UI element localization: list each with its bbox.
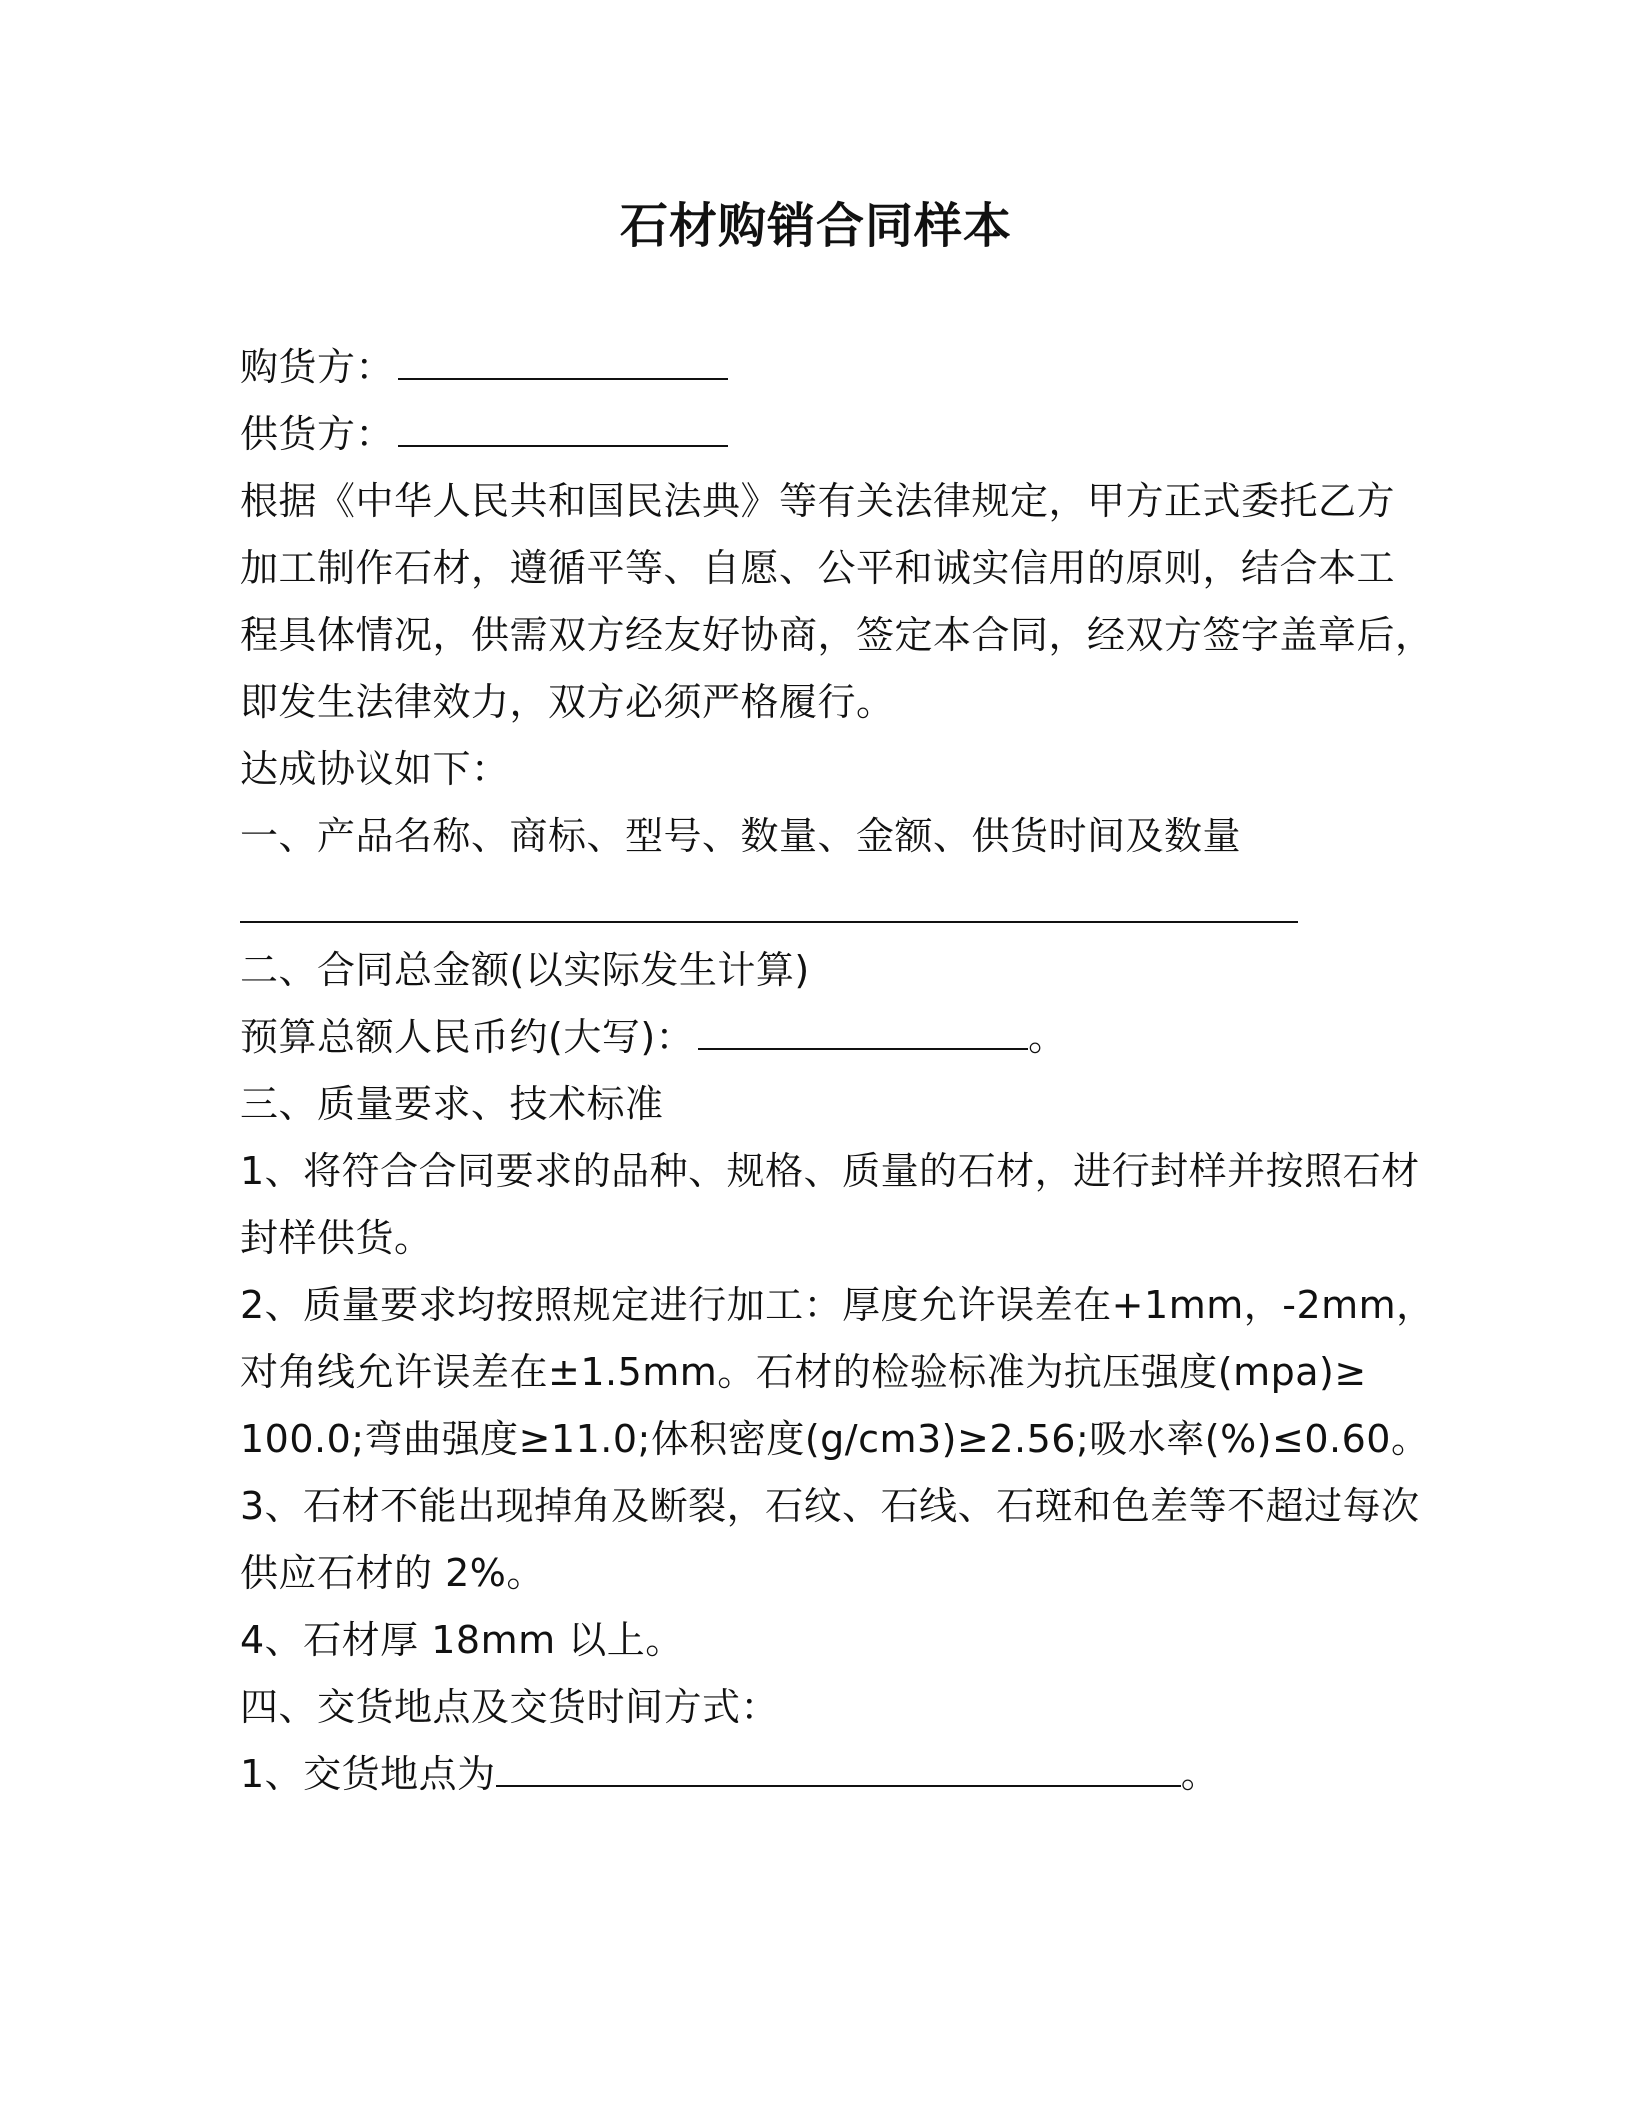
- section-1-title: 一、产品名称、商标、型号、数量、金额、供货时间及数量: [240, 814, 1242, 858]
- buyer-blank: [398, 348, 728, 380]
- section-4-title: 四、交货地点及交货时间方式：: [240, 1685, 780, 1729]
- buyer-line: [240, 334, 1400, 401]
- delivery-label: 1、交货地点为: [240, 1752, 496, 1796]
- section-1-blank-line: [240, 870, 1400, 937]
- quality-line-7: 供应石材的 2%。: [240, 1551, 545, 1595]
- quality-line-5: 100.0;弯曲强度≥11.0;体积密度(g/cm3)≥2.56;吸水率(%)≤0.60。: [240, 1417, 1430, 1461]
- delivery-end: 。: [1180, 1752, 1220, 1796]
- delivery-line: [240, 1741, 1400, 1808]
- section-3-title: 三、质量要求、技术标准: [240, 1082, 664, 1126]
- intro-line-1: 根据《中华人民共和国民法典》等有关法律规定，甲方正式委托乙方: [240, 479, 1396, 523]
- document-body: [240, 334, 1435, 1808]
- budget-label: 预算总额人民币约(大写)：: [240, 1015, 695, 1059]
- agreement-intro: 达成协议如下：: [240, 747, 510, 791]
- intro-line-3: 程具体情况，供需双方经友好协商，签定本合同，经双方签字盖章后，: [240, 613, 1434, 657]
- intro-line-2: 加工制作石材，遵循平等、自愿、公平和诚实信用的原则，结合本工: [240, 546, 1396, 590]
- document-title: 石材购销合同样本: [619, 198, 1012, 254]
- budget-end: 。: [1028, 1015, 1067, 1059]
- quality-line-3: 2、质量要求均按照规定进行加工：厚度允许误差在+1mm，-2mm，: [240, 1283, 1435, 1327]
- budget-line: [240, 1004, 1400, 1071]
- seller-blank: [398, 415, 728, 447]
- budget-blank: [698, 1018, 1028, 1050]
- delivery-blank: [496, 1755, 1181, 1787]
- buyer-label: 购货方：: [240, 345, 395, 389]
- quality-line-6: 3、石材不能出现掉角及断裂，石纹、石线、石斑和色差等不超过每次: [240, 1484, 1420, 1528]
- quality-line-2: 封样供货。: [240, 1216, 433, 1260]
- intro-line-4: 即发生法律效力，双方必须严格履行。: [240, 680, 895, 724]
- quality-line-8: 4、石材厚 18mm 以上。: [240, 1618, 684, 1662]
- quality-line-4: 对角线允许误差在±1.5mm。石材的检验标准为抗压强度(mpa)≥: [240, 1350, 1367, 1394]
- section-2-title: 二、合同总金额(以实际发生计算): [240, 948, 810, 992]
- seller-line: [240, 401, 1400, 468]
- seller-label: 供货方：: [240, 412, 395, 456]
- section-1-blank: [240, 919, 1298, 923]
- quality-line-1: 1、将符合合同要求的品种、规格、质量的石材，进行封样并按照石材: [240, 1149, 1420, 1193]
